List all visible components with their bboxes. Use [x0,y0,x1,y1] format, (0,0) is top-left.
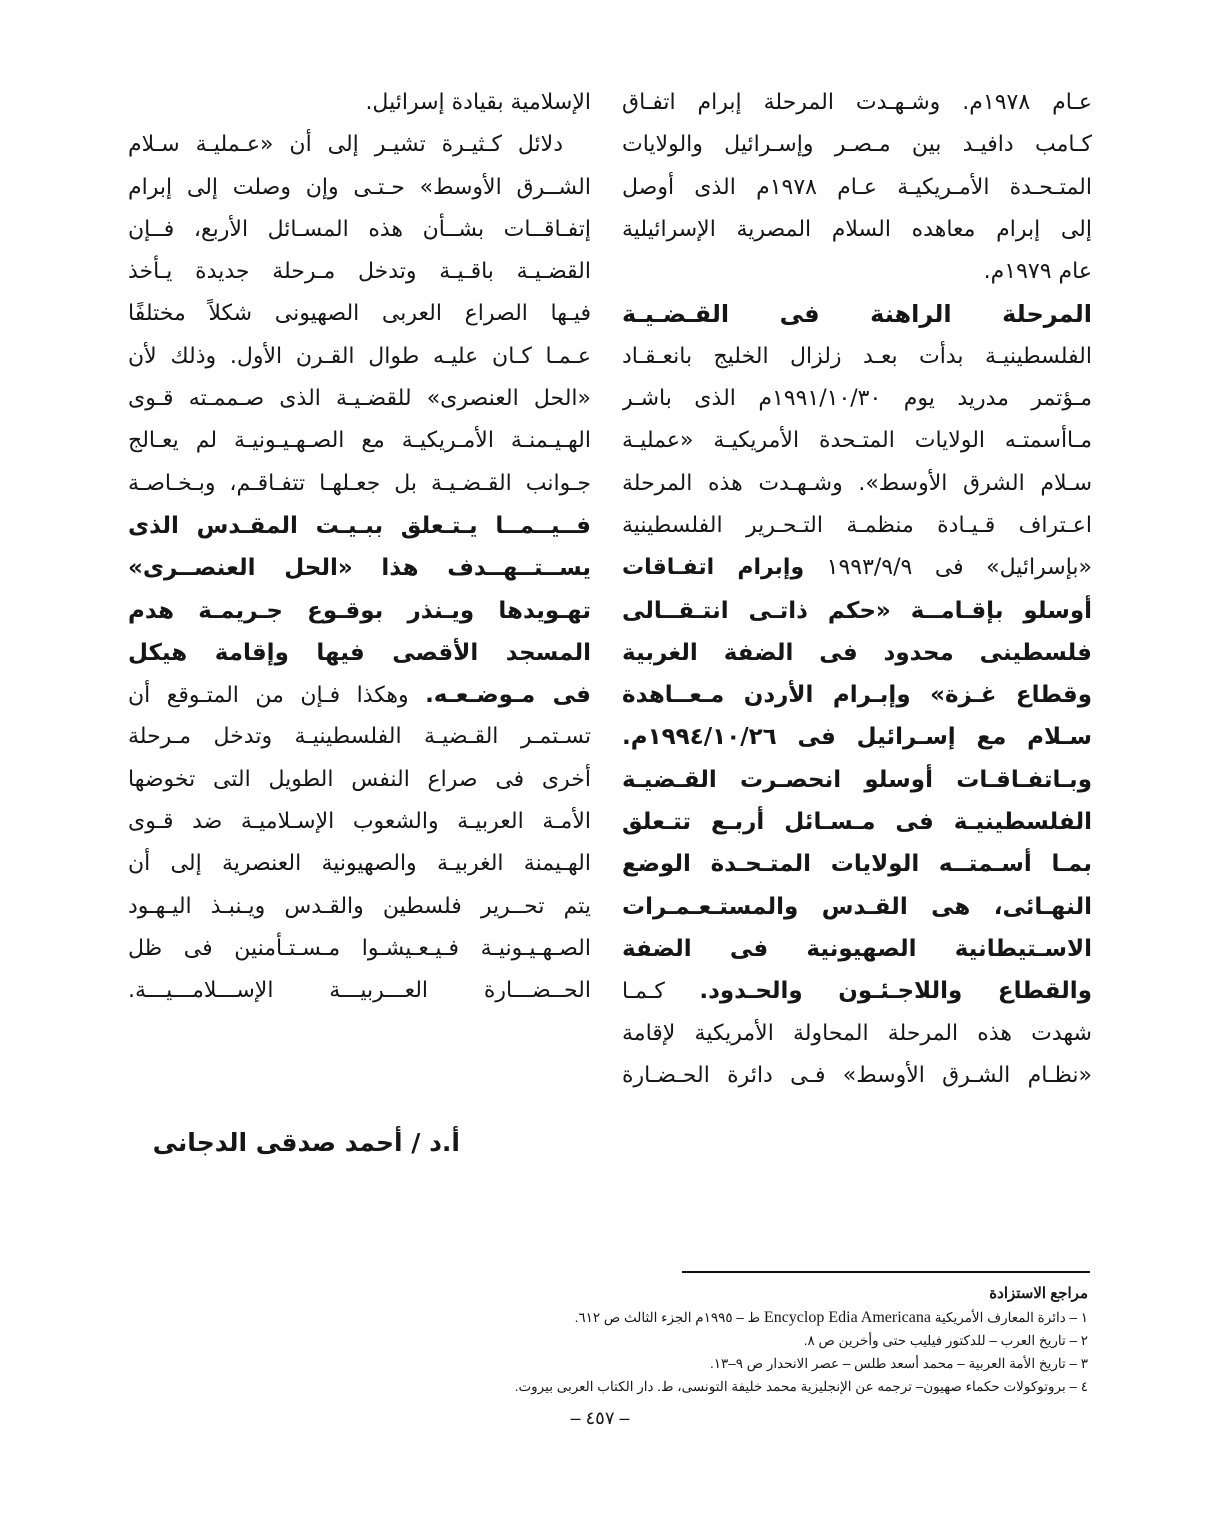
text-line: «الحل العنصرى» للقضـيـة الذى صـممـته قـوى [128,386,591,412]
text-line-bold: بمـا أسـمتــه الولايات المتـحـدة الوضع [622,851,1092,878]
right-column [622,82,1092,1097]
section-heading: المرحلة الراهنة فى القـضـيـة [622,300,1092,329]
text-line-bold: فــيــمــا يـتـعلق ببـيـت المقـدس الذى [128,512,591,539]
text-line: المتـحـدة الأمـريكيـة عـام ١٩٧٨م الذى أوصل [622,174,1092,200]
text-line: عـمـا كـان عليـه طوال القـرن الأول. وذلك لأن [128,343,591,369]
text-line: إلى إبرام معاهده السلام المصرية الإسرائيلية [622,216,1092,242]
text-line: إتفـاقــات بشــأن هذه المسـائل الأربع، فــإن [128,216,591,242]
text-line: مـاأسمتـه الولايات المتـحدة الأمريكيـة «عمليـة [622,428,1092,454]
text-line-bold: النهـائى، هى القـدس والمستـعـمـرات [622,893,1092,920]
text-line-bold: تهـويدها ويـنذر بوقـوع جـريمـة هدم [128,597,591,624]
text-line: «نظـام الشـرق الأوسط» فـى دائرة الحـضـارة [622,1062,1092,1088]
text-line: عام ١٩٧٩م. [983,259,1092,285]
reference-text: ط – ١٩٩٥م الجزء الثالث ص ٦١٢. [574,1310,764,1325]
text-line-bold: وبـاتفـاقـات أوسلو انحصـرت القـضيـة [622,766,1092,793]
text-line: الإسلامية بقيادة إسرائيل. [365,90,591,115]
text-line-mixed [622,547,1092,589]
text-line: الأمـة العربيـة والشعوب الإسـلاميـة ضد قـوى [128,809,591,835]
text-line: فيـها الصراع العربى الصهيونى شكلاً مختلفًا [128,301,591,327]
text-line: الهـيمنة الغربيـة والصهيونية العنصرية إلى أن [128,851,591,877]
text-line: اعـتراف قـيـادة منظمـة التـحـرير الفلسطينية [622,512,1092,538]
text-line-bold: وقطاع غـزة» وإبـرام الأردن مـعــاهدة [622,682,1092,709]
reference-latin-title: Encyclop Edia Americana [763,1309,931,1326]
text-line: الصـهـيـونيـة فـيـعـيشـوا مـسـتـأمنين فى ظل [128,935,591,961]
left-column [128,82,591,1013]
text-line: الحــضـــارة العـــربيـــة الإســـلامـــيـــة. [128,978,591,1004]
reference-item: ٣ – تاريخ الأمة العربية – محمد أسعد طلس – عصر الانحدار ص ٩–١٣. [709,1356,1088,1371]
text-line: شهدت هذه المرحلة المحاولة الأمريكية لإقامة [622,1020,1092,1046]
text-line: تسـتمـر القـضيـة الفلسطينيـة وتدخل مـرحلة [128,724,591,750]
references-divider [682,1271,1090,1273]
text-bold: والقطاع واللاجـئـون والحـدود. [699,978,1092,1005]
text-line: سـلام الشرق الأوسط». وشـهـدت هذه المرحلة [622,470,1092,496]
text-line: يتم تحــرير فلسطين والقـدس ويـنبـذ اليـهـود [128,893,591,919]
text-line-mixed [128,674,591,716]
text-line-bold: سـلام مع إسـرائيل فى ١٩٩٤/١٠/٢٦م. [622,724,1092,751]
author-signature: أ.د / أحمد صدقى الدجانى [152,1128,460,1157]
text-line: الهـيـمنـة الأمـريكيـة مع الصـهـيـونيـة لم يعـالج [128,428,591,454]
text-line: أخرى فى صراع النفس الطويل التى تخوضها [128,766,591,792]
text-line: جـوانب القـضـيـة بل جعـلهـا تتفـاقـم، وبـخـاصـة [128,470,591,496]
references [380,1282,1088,1398]
text-bold: فى مـوضـعـه. [425,682,591,709]
reference-item: ٤ – بروتوكولات حكماء صهيون– ترجمه عن الإنجليزية محمد خليفة التونسى، ط. دار الكتاب العربى بيروت. [514,1379,1088,1394]
text-line-bold: يســتــهــدف هذا «الحل العنصــرى» [128,555,591,582]
text-line-bold: الفلسطينيـة فى مـسـائل أربـع تتـعلق [622,809,1092,836]
text-line: الشــرق الأوسط» حـتـى وإن وصلت إلى إبرام [128,174,591,200]
text-line: عـام ١٩٧٨م. وشـهـدت المرحلة إبرام اتفـاق [622,90,1092,115]
page-number: – ٤٥٧ – [570,1408,630,1428]
text-normal: «بإسرائيل» فى ١٩٩٣/٩/٩ [804,555,1092,581]
text-line: كـامب دافيـد بين مـصـر وإسـرائيل والولايات [622,132,1092,158]
references-title: مراجع الاستزادة [989,1285,1088,1302]
text-line: القضـيـة باقـيـة وتدخل مـرحلة جديدة يـأخذ [128,259,591,285]
text-line-mixed [622,970,1092,1012]
text-line-bold: الاسـتيطانية الصهيونية فى الضفة [622,935,1092,962]
reference-item: ٢ – تاريخ العرب – للدكتور فيليب حتى وأخرين ص ٨. [803,1333,1088,1348]
text-line: مـؤتمر مدريد يوم ١٩٩١/١٠/٣٠م الذى باشـر [622,386,1092,412]
reference-item [380,1306,1088,1329]
text-normal: كـمـا [622,979,700,1005]
text-bold: وإبرام اتفـاقات [622,555,805,581]
reference-text: ١ – دائرة المعارف الأمريكية [930,1310,1088,1325]
text-line-bold: أوسلو بإقـامــة «حكم ذاتـى انتـقــالى [622,597,1092,624]
text-line-bold: المسجد الأقصى فيها وإقامة هيكل [128,639,591,666]
text-line: الفلسطينيـة بدأت بعـد زلزال الخليج بانعـقـاد [622,343,1092,369]
paragraph-start-line: دلائل كـثيـرة تشيـر إلى أن «عـمليـة سـلام [128,132,563,158]
text-line-bold: فلسطينى محدود فى الضفة الغربية [622,639,1092,666]
text-normal: وهكذا فـإن من المتـوقع أن [128,683,426,709]
